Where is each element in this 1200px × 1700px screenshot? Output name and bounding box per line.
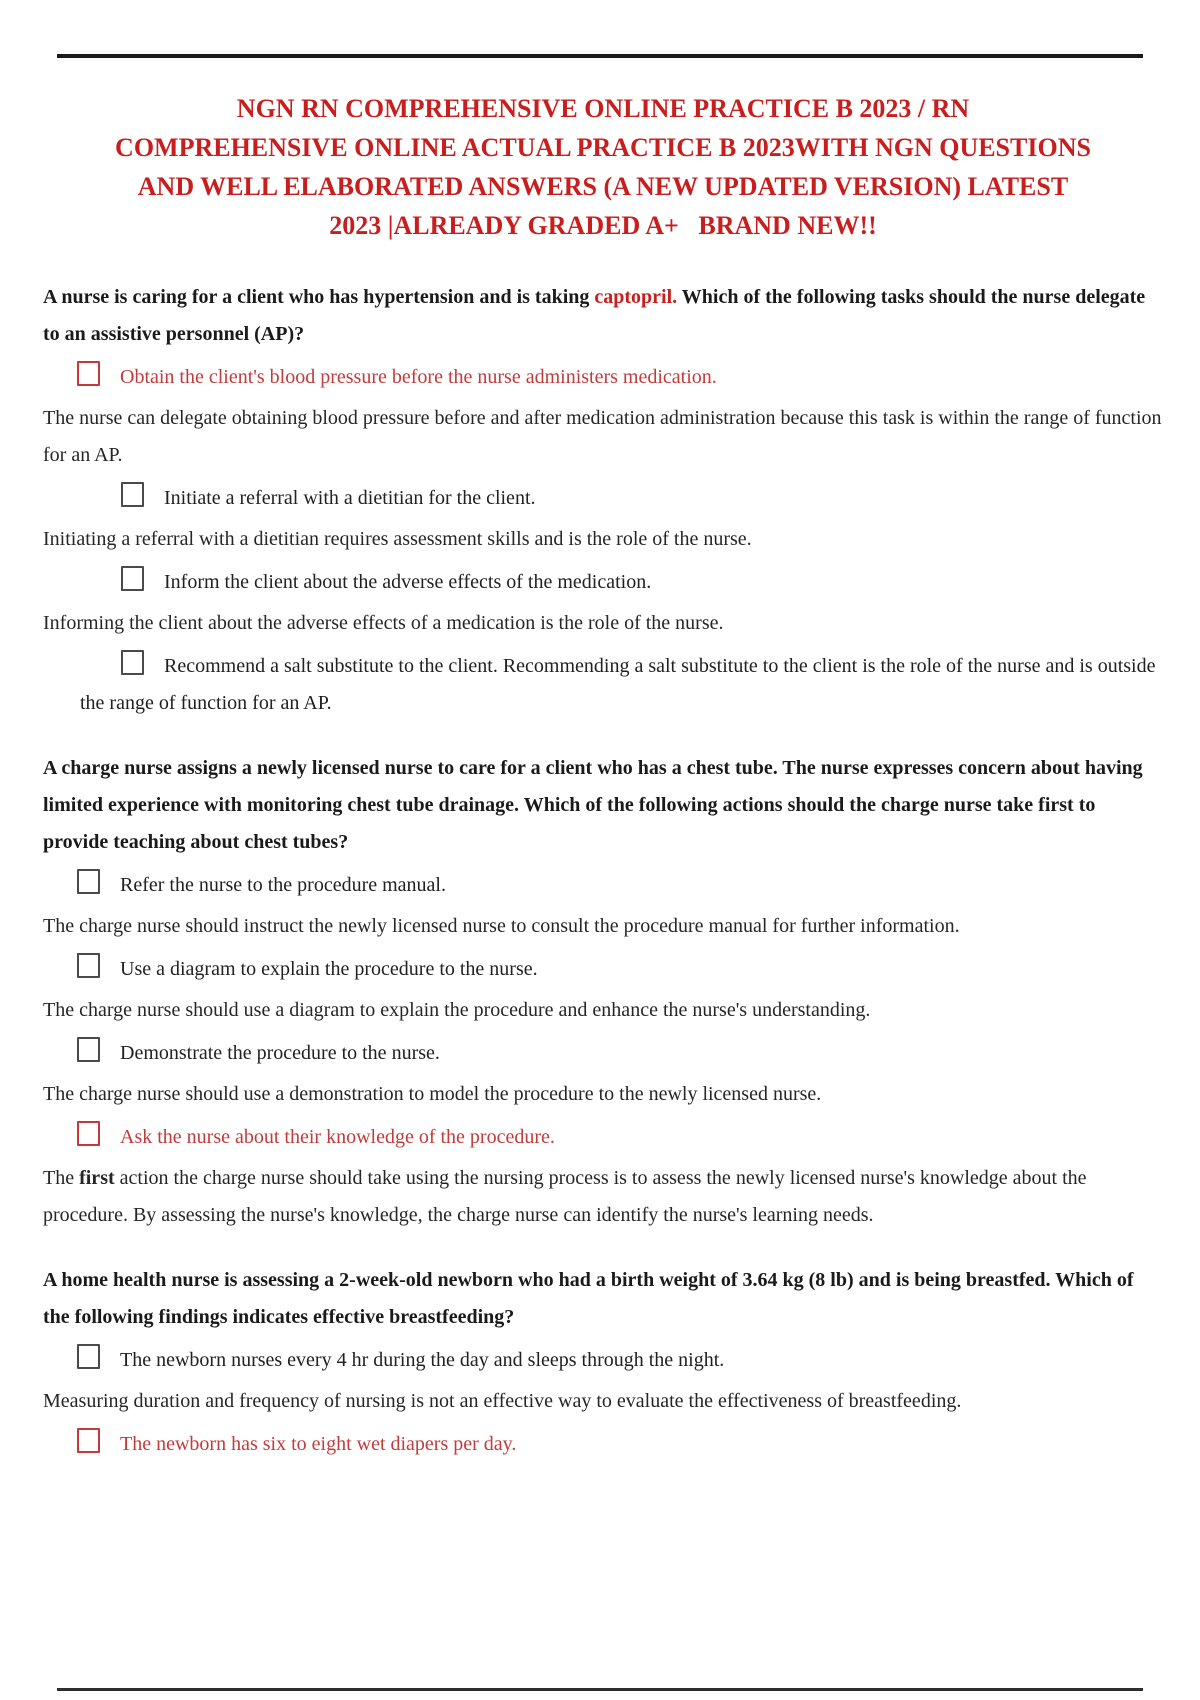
q2-explanation-4-bold: first bbox=[79, 1167, 115, 1189]
q1-option-3-checkbox[interactable] bbox=[121, 566, 144, 591]
question-2 bbox=[43, 750, 1163, 1234]
title-line-1: NGN RN COMPREHENSIVE ONLINE PRACTICE B 2023 / RN bbox=[236, 94, 970, 123]
q1-option-4 bbox=[80, 648, 1163, 722]
q1-option-3-label: Inform the client about the adverse effects of the medication. bbox=[164, 571, 652, 593]
q2-option-2-checkbox[interactable] bbox=[77, 953, 100, 978]
q1-option-2-checkbox[interactable] bbox=[121, 482, 144, 507]
question-2-stem: A charge nurse assigns a newly licensed nurse to care for a client who has a chest tube. The nurse expresses concern about having limited experience with monitoring chest tube drainage. Which of the following actions should the charge nurse take first to provide teaching about chest tubes? bbox=[43, 757, 1143, 853]
question-1 bbox=[43, 279, 1163, 722]
page-content bbox=[0, 89, 1200, 1463]
q2-option-1-checkbox[interactable] bbox=[77, 869, 100, 894]
page-title bbox=[43, 89, 1163, 245]
title-line-4: 2023 |ALREADY GRADED A+ BRAND NEW!! bbox=[329, 211, 877, 240]
q2-option-2 bbox=[77, 951, 1163, 988]
q2-option-4-label: Ask the nurse about their knowledge of the procedure. bbox=[120, 1126, 555, 1148]
q3-option-1 bbox=[77, 1342, 1163, 1379]
q1-option-1-checkbox[interactable] bbox=[77, 361, 100, 386]
q3-explanation-1: Measuring duration and frequency of nursing is not an effective way to evaluate the effectiveness of breastfeeding. bbox=[43, 1390, 962, 1412]
question-3 bbox=[43, 1262, 1163, 1463]
q1-option-1 bbox=[77, 359, 1163, 396]
question-3-stem: A home health nurse is assessing a 2-week-old newborn who had a birth weight of 3.64 kg (8 lb) and is being breastfed. Which of the following findings indicates effective breastfeeding? bbox=[43, 1269, 1134, 1328]
q2-option-3-label: Demonstrate the procedure to the nurse. bbox=[120, 1042, 440, 1064]
q2-option-4 bbox=[77, 1119, 1163, 1156]
q1-explanation-1: The nurse can delegate obtaining blood pressure before and after medication administration because this task is within the range of function for an AP. bbox=[43, 407, 1162, 466]
q3-option-2-checkbox[interactable] bbox=[77, 1428, 100, 1453]
q1-option-2 bbox=[121, 480, 1163, 517]
q1-option-4-label: Recommend a salt substitute to the client. Recommending a salt substitute to the client is the role of the nurse and is outside the range of function for an AP. bbox=[80, 655, 1156, 714]
question-1-stem bbox=[43, 279, 1163, 353]
q2-explanation-4-post: action the charge nurse should take using the nursing process is to assess the newly licensed nurse's knowledge about the procedure. By assessing the nurse's knowledge, the charge nurse can identify the nurse's learning needs. bbox=[43, 1167, 1087, 1226]
q1-explanation-2: Initiating a referral with a dietitian requires assessment skills and is the role of the nurse. bbox=[43, 528, 752, 550]
q2-option-4-checkbox[interactable] bbox=[77, 1121, 100, 1146]
q2-explanation-4-pre: The bbox=[43, 1167, 80, 1189]
q1-option-4-checkbox[interactable] bbox=[121, 650, 144, 675]
q1-option-2-label: Initiate a referral with a dietitian for the client. bbox=[164, 487, 536, 509]
q2-option-1 bbox=[77, 867, 1163, 904]
q2-explanation-1: The charge nurse should instruct the newly licensed nurse to consult the procedure manual for further information. bbox=[43, 915, 960, 937]
title-line-3: AND WELL ELABORATED ANSWERS (A NEW UPDATED VERSION) LATEST bbox=[137, 172, 1069, 201]
q1-option-1-label: Obtain the client's blood pressure before the nurse administers medication. bbox=[120, 366, 717, 388]
question-1-stem-text-pre: A nurse is caring for a client who has hypertension and is taking bbox=[43, 286, 595, 308]
q2-explanation-3: The charge nurse should use a demonstration to model the procedure to the newly licensed nurse. bbox=[43, 1083, 822, 1105]
q2-option-3-checkbox[interactable] bbox=[77, 1037, 100, 1062]
question-1-drug-name: captopril. bbox=[594, 286, 678, 308]
q2-option-3 bbox=[77, 1035, 1163, 1072]
question-1-stem-text-post: Which of the following tasks should the nurse delegate to an assistive personnel (AP)? bbox=[43, 286, 1146, 345]
q3-option-2-label: The newborn has six to eight wet diapers per day. bbox=[120, 1433, 517, 1455]
q3-option-1-checkbox[interactable] bbox=[77, 1344, 100, 1369]
q1-explanation-3: Informing the client about the adverse effects of a medication is the role of the nurse. bbox=[43, 612, 724, 634]
q2-option-1-label: Refer the nurse to the procedure manual. bbox=[120, 874, 446, 896]
q2-explanation-2: The charge nurse should use a diagram to explain the procedure and enhance the nurse's understanding. bbox=[43, 999, 871, 1021]
bottom-divider bbox=[57, 1688, 1143, 1691]
q2-option-2-label: Use a diagram to explain the procedure to the nurse. bbox=[120, 958, 538, 980]
title-line-2: COMPREHENSIVE ONLINE ACTUAL PRACTICE B 2023WITH NGN QUESTIONS bbox=[115, 133, 1091, 162]
q2-explanation-4 bbox=[43, 1160, 1163, 1234]
q3-option-2 bbox=[77, 1426, 1163, 1463]
top-divider bbox=[57, 54, 1143, 58]
q1-option-3 bbox=[121, 564, 1163, 601]
q3-option-1-label: The newborn nurses every 4 hr during the day and sleeps through the night. bbox=[120, 1349, 725, 1371]
